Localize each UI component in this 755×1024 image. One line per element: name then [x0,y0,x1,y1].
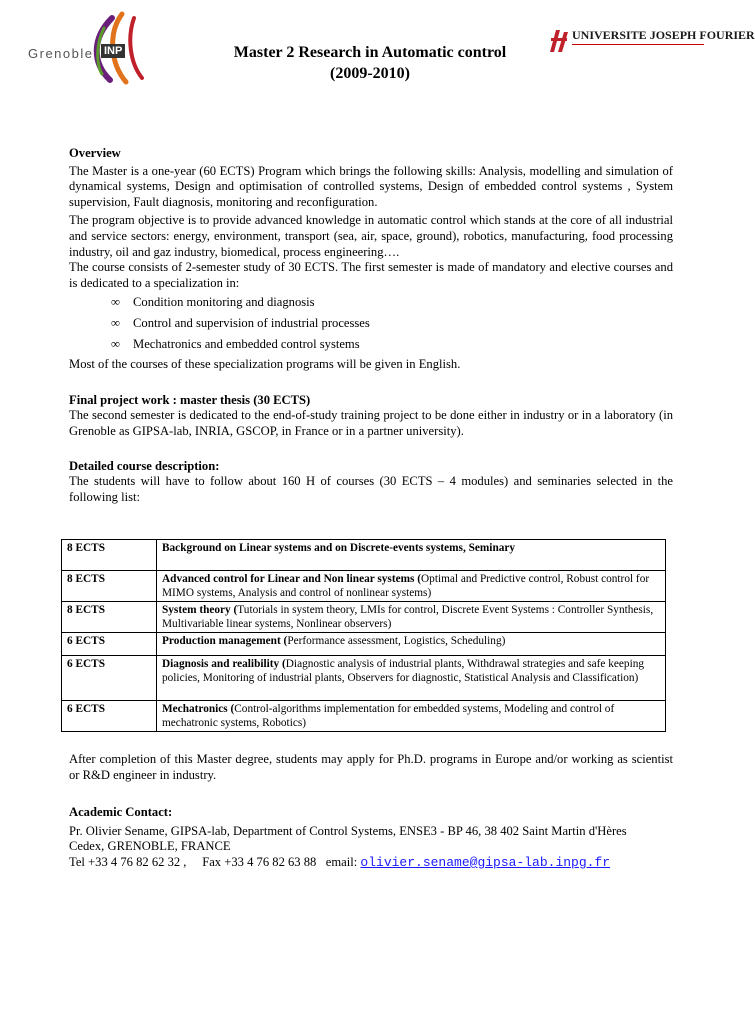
course-name: Background on Linear systems and on Discrete-events systems, Seminary [162,542,516,554]
title-line-2: (2009-2010) [330,65,410,82]
ujf-emblem-icon [548,28,570,54]
course-name: System theory ( [162,604,238,616]
ects-cell: 8 ECTS [62,540,157,571]
infinity-bullet-icon: ∞ [111,336,120,351]
overview-paragraph-4: Most of the courses of these specialization programs will be given in English. [69,357,461,372]
table-row [62,602,666,633]
course-detail: Optimal and Predictive control, Robust control for MIMO systems, Analysis and control of nonlinear systems) [162,573,650,599]
ects-cell: 6 ECTS [62,701,157,732]
table-row [62,701,666,732]
overview-heading: Overview [69,146,121,160]
closing-section [69,752,673,871]
detailed-paragraph: The students will have to follow about 160 H of courses (30 ECTS – 4 modules) and seminaries selected in the following list: [69,474,673,504]
infinity-bullet-icon: ∞ [111,295,120,310]
ujf-logo-rule [572,44,704,50]
contact-line-1: Pr. Olivier Sename, GIPSA-lab, Department of Control Systems, ENSE3 - BP 46, 38 402 Saint Martin d'Hères [69,823,627,838]
list-item [69,316,673,332]
ects-cell: 6 ECTS [62,633,157,656]
final-project-paragraph: The second semester is dedicated to the end-of-study training project to be done either in industry or in a laboratory (in Grenoble as GIPSA-lab, INRIA, GSCOP, in France or in a partner university). [69,408,673,438]
ects-cell: 8 ECTS [62,602,157,633]
overview-paragraph-3: The course consists of 2-semester study of 30 ECTS. The first semester is made of mandatory and elective courses and is dedicated to a specialization in: [69,260,673,290]
after-completion-paragraph: After completion of this Master degree, students may apply for Ph.D. programs in Europe and/or working as scientist or R&D engineer in industry. [69,752,673,782]
course-name: Diagnosis and realibility ( [162,658,286,670]
specialization-label: Control and supervision of industrial processes [133,315,370,330]
course-cell [157,701,666,732]
table-row [62,571,666,602]
course-detail: Tutorials in system theory, LMIs for control, Discrete Event Systems : Controller Synthesis, Multivariable linear systems, Nonlinear observers) [162,604,654,630]
grenoble-inp-logo [24,8,146,88]
course-detail: Control-algorithms implementation for embedded systems, Modeling and control of mechatronic systems, Robotics) [162,703,615,729]
logo-inp-badge: INP [101,44,125,58]
table-row [62,656,666,701]
course-cell [157,633,666,656]
course-cell [157,602,666,633]
infinity-bullet-icon: ∞ [111,315,120,330]
list-item [69,295,673,311]
main-content [69,146,673,505]
table-row [62,540,666,571]
contact-phone-line [69,855,673,871]
contact-heading: Academic Contact: [69,805,173,820]
title-line-1: Master 2 Research in Automatic control [233,44,507,61]
table-row [62,633,666,656]
course-detail: Diagnostic analysis of industrial plants, Withdrawal strategies and safe keeping policies, Monitoring of industrial plants, Observers for diagnostic, Statistical Analysis and Classification) [162,658,645,684]
specialization-label: Mechatronics and embedded control systems [133,336,360,351]
course-name: Advanced control for Linear and Non linear systems ( [162,573,422,585]
logo-wordmark: Grenoble [28,46,94,61]
ects-cell: 6 ECTS [62,656,157,701]
ects-cell: 8 ECTS [62,571,157,602]
ujf-logo [548,26,755,62]
course-detail: Performance assessment, Logistics, Scheduling) [287,635,506,647]
overview-paragraph-2: The program objective is to provide advanced knowledge in automatic control which stands at the core of all industrial and service sectors: energy, environment, transport (sea, air, space, ground), robotics, manufacturing, food processing industry, oil and gaz industry, biomedical, process engineering…. [69,213,673,259]
contact-tel-fax: Tel +33 4 76 82 62 32 , Fax +33 4 76 82 63 88 email: [69,854,361,869]
course-cell [157,656,666,701]
contact-line-2: Cedex, GRENOBLE, FRANCE [69,839,231,854]
ujf-logo-text: UNIVERSITE JOSEPH FOURIER [572,28,755,42]
email-link[interactable]: olivier.sename@gipsa-lab.inpg.fr [360,854,611,870]
specialization-list [69,295,673,352]
detailed-heading: Detailed course description: [69,458,220,473]
course-cell [157,571,666,602]
specialization-label: Condition monitoring and diagnosis [133,295,315,310]
list-item [69,337,673,353]
overview-paragraph-1: The Master is a one-year (60 ECTS) Program which brings the following skills: Analysis, modelling and simulation of dynamical systems, Design and optimisation of controlled systems, Design of embedded control systems , System supervision, Fault diagnosis, monitoring and reconfiguration. [69,163,673,209]
document-title [200,42,540,84]
course-name: Mechatronics ( [162,703,235,715]
course-name: Production management ( [162,635,288,647]
course-cell [157,540,666,571]
course-table [61,539,666,732]
final-project-heading: Final project work : master thesis (30 ECTS) [69,392,311,407]
